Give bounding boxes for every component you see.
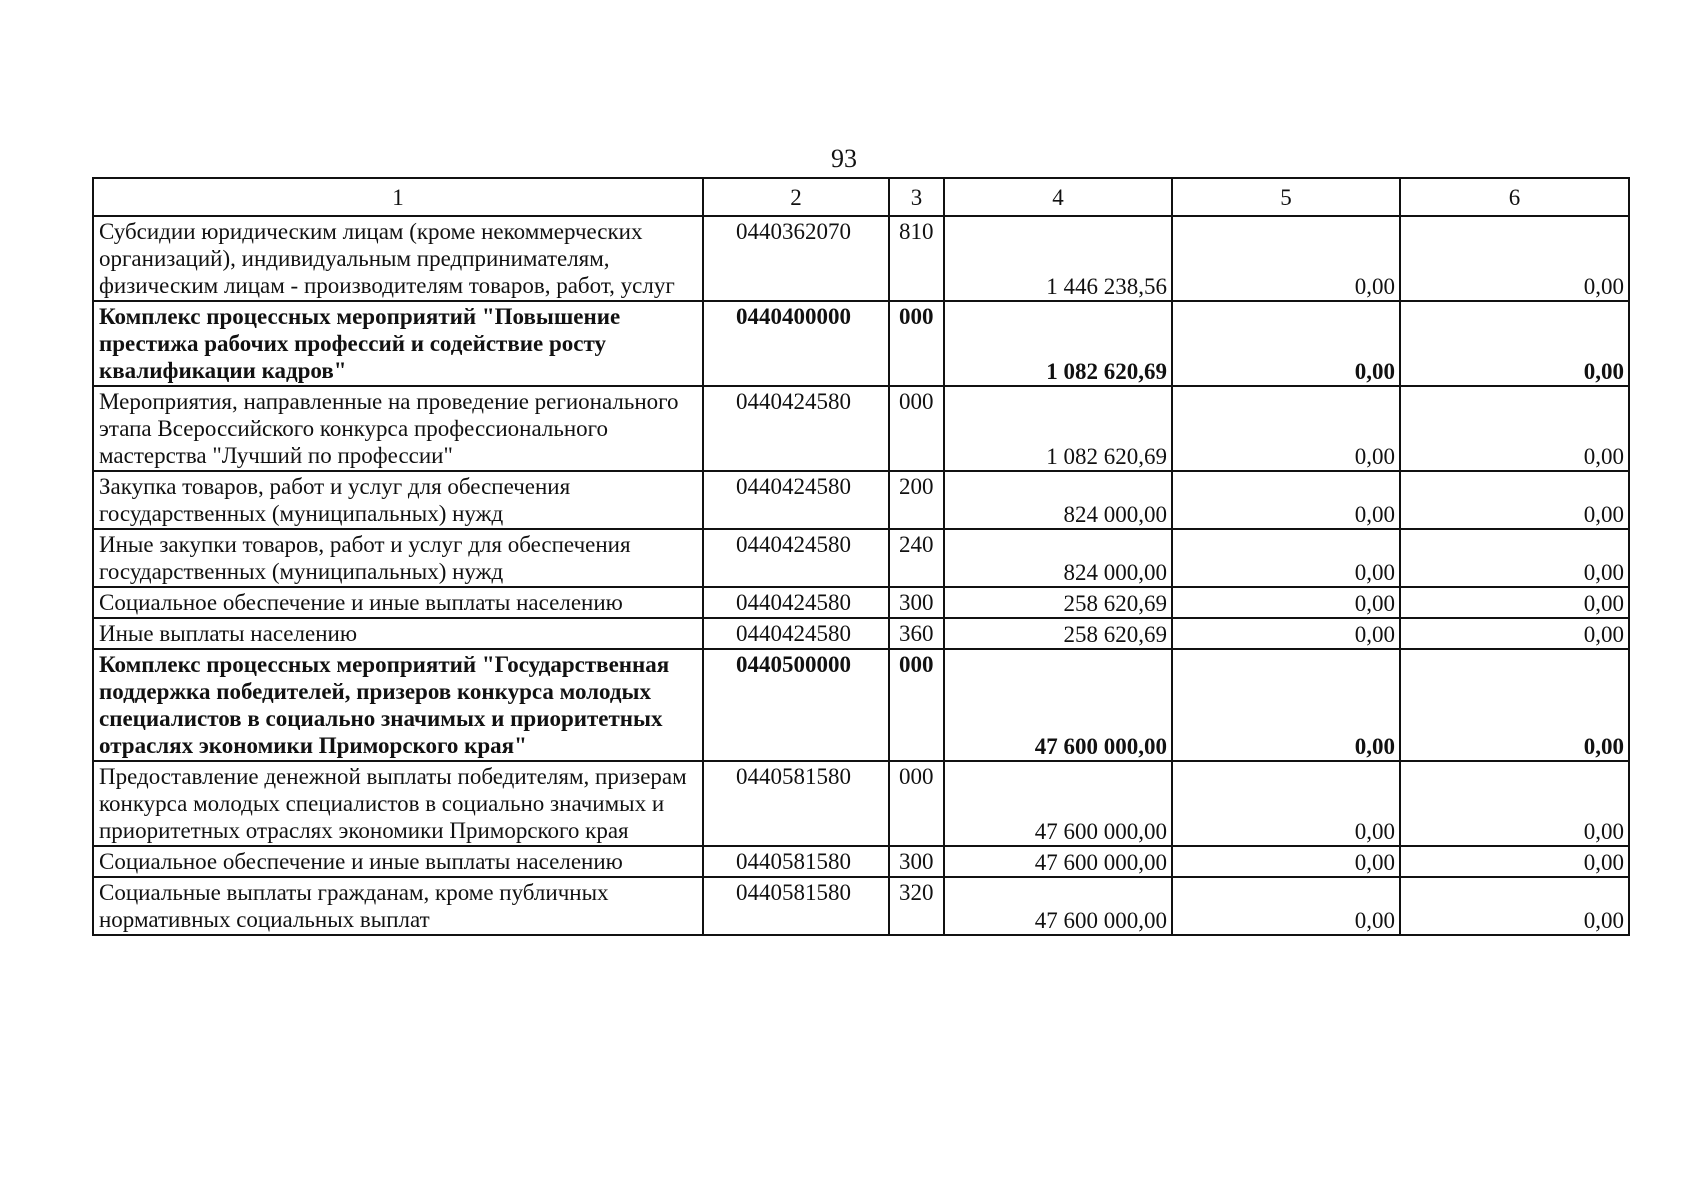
- row-name-cell: Субсидии юридическим лицам (кроме некоммерческих организаций), индивидуальным предпринимателям, физическим лицам - производителям товаров, работ, услуг: [93, 216, 703, 301]
- expense-type-code-cell: 320: [889, 877, 944, 935]
- amount-col6-cell: 0,00: [1400, 301, 1629, 386]
- column-header-5: 5: [1172, 178, 1400, 216]
- table-row: [93, 471, 1629, 529]
- expense-type-code-cell: 300: [889, 587, 944, 618]
- amount-col4-cell: 1 082 620,69: [944, 301, 1172, 386]
- target-article-code-cell: 0440424580: [703, 618, 889, 649]
- column-header-4: 4: [944, 178, 1172, 216]
- amount-col4-cell: 824 000,00: [944, 471, 1172, 529]
- amount-col5-cell: 0,00: [1172, 587, 1400, 618]
- amount-col4-cell: 1 446 238,56: [944, 216, 1172, 301]
- amount-col5-cell: 0,00: [1172, 386, 1400, 471]
- expense-type-code-cell: 200: [889, 471, 944, 529]
- amount-col5-cell: 0,00: [1172, 846, 1400, 877]
- column-header-3: 3: [889, 178, 944, 216]
- amount-col4-cell: 1 082 620,69: [944, 386, 1172, 471]
- amount-col4-cell: 47 600 000,00: [944, 877, 1172, 935]
- table-row: [93, 618, 1629, 649]
- amount-col4-cell: 47 600 000,00: [944, 649, 1172, 761]
- row-name-cell: Предоставление денежной выплаты победителям, призерам конкурса молодых специалистов в социально значимых и приоритетных отраслях экономики Приморского края: [93, 761, 703, 846]
- row-name-cell: Социальные выплаты гражданам, кроме публичных нормативных социальных выплат: [93, 877, 703, 935]
- target-article-code-cell: 0440424580: [703, 587, 889, 618]
- expense-type-code-cell: 300: [889, 846, 944, 877]
- amount-col5-cell: 0,00: [1172, 877, 1400, 935]
- amount-col6-cell: 0,00: [1400, 386, 1629, 471]
- amount-col6-cell: 0,00: [1400, 216, 1629, 301]
- amount-col4-cell: 824 000,00: [944, 529, 1172, 587]
- column-header-1: 1: [93, 178, 703, 216]
- expense-type-code-cell: 000: [889, 761, 944, 846]
- target-article-code-cell: 0440424580: [703, 529, 889, 587]
- amount-col6-cell: 0,00: [1400, 761, 1629, 846]
- table-row-section: [93, 649, 1629, 761]
- table-row: [93, 761, 1629, 846]
- column-header-2: 2: [703, 178, 889, 216]
- row-name-cell: Комплекс процессных мероприятий "Государственная поддержка победителей, призеров конкурса молодых специалистов в социально значимых и приоритетных отраслях экономики Приморского края": [93, 649, 703, 761]
- amount-col5-cell: 0,00: [1172, 649, 1400, 761]
- amount-col5-cell: 0,00: [1172, 471, 1400, 529]
- table-row: [93, 877, 1629, 935]
- amount-col4-cell: 258 620,69: [944, 587, 1172, 618]
- amount-col5-cell: 0,00: [1172, 761, 1400, 846]
- amount-col5-cell: 0,00: [1172, 216, 1400, 301]
- expense-type-code-cell: 360: [889, 618, 944, 649]
- amount-col6-cell: 0,00: [1400, 471, 1629, 529]
- target-article-code-cell: 0440400000: [703, 301, 889, 386]
- target-article-code-cell: 0440581580: [703, 877, 889, 935]
- row-name-cell: Иные закупки товаров, работ и услуг для обеспечения государственных (муниципальных) нужд: [93, 529, 703, 587]
- amount-col4-cell: 258 620,69: [944, 618, 1172, 649]
- column-header-6: 6: [1400, 178, 1629, 216]
- amount-col6-cell: 0,00: [1400, 587, 1629, 618]
- amount-col6-cell: 0,00: [1400, 649, 1629, 761]
- budget-table: [92, 177, 1630, 936]
- target-article-code-cell: 0440500000: [703, 649, 889, 761]
- target-article-code-cell: 0440424580: [703, 471, 889, 529]
- amount-col6-cell: 0,00: [1400, 877, 1629, 935]
- row-name-cell: Мероприятия, направленные на проведение регионального этапа Всероссийского конкурса профессионального мастерства "Лучший по профессии": [93, 386, 703, 471]
- column-number-header-row: [93, 178, 1629, 216]
- page-number: 93: [831, 144, 857, 173]
- target-article-code-cell: 0440581580: [703, 761, 889, 846]
- amount-col4-cell: 47 600 000,00: [944, 761, 1172, 846]
- table-row: [93, 587, 1629, 618]
- amount-col5-cell: 0,00: [1172, 618, 1400, 649]
- expense-type-code-cell: 000: [889, 386, 944, 471]
- table-row-section: [93, 301, 1629, 386]
- row-name-cell: Комплекс процессных мероприятий "Повышение престижа рабочих профессий и содействие росту квалификации кадров": [93, 301, 703, 386]
- amount-col6-cell: 0,00: [1400, 618, 1629, 649]
- target-article-code-cell: 0440362070: [703, 216, 889, 301]
- amount-col6-cell: 0,00: [1400, 846, 1629, 877]
- expense-type-code-cell: 240: [889, 529, 944, 587]
- table-row: [93, 529, 1629, 587]
- amount-col6-cell: 0,00: [1400, 529, 1629, 587]
- target-article-code-cell: 0440424580: [703, 386, 889, 471]
- expense-type-code-cell: 810: [889, 216, 944, 301]
- table-row: [93, 216, 1629, 301]
- row-name-cell: Социальное обеспечение и иные выплаты населению: [93, 846, 703, 877]
- row-name-cell: Иные выплаты населению: [93, 618, 703, 649]
- row-name-cell: Социальное обеспечение и иные выплаты населению: [93, 587, 703, 618]
- expense-type-code-cell: 000: [889, 301, 944, 386]
- table-row: [93, 386, 1629, 471]
- amount-col5-cell: 0,00: [1172, 529, 1400, 587]
- target-article-code-cell: 0440581580: [703, 846, 889, 877]
- row-name-cell: Закупка товаров, работ и услуг для обеспечения государственных (муниципальных) нужд: [93, 471, 703, 529]
- table-row: [93, 846, 1629, 877]
- amount-col4-cell: 47 600 000,00: [944, 846, 1172, 877]
- amount-col5-cell: 0,00: [1172, 301, 1400, 386]
- expense-type-code-cell: 000: [889, 649, 944, 761]
